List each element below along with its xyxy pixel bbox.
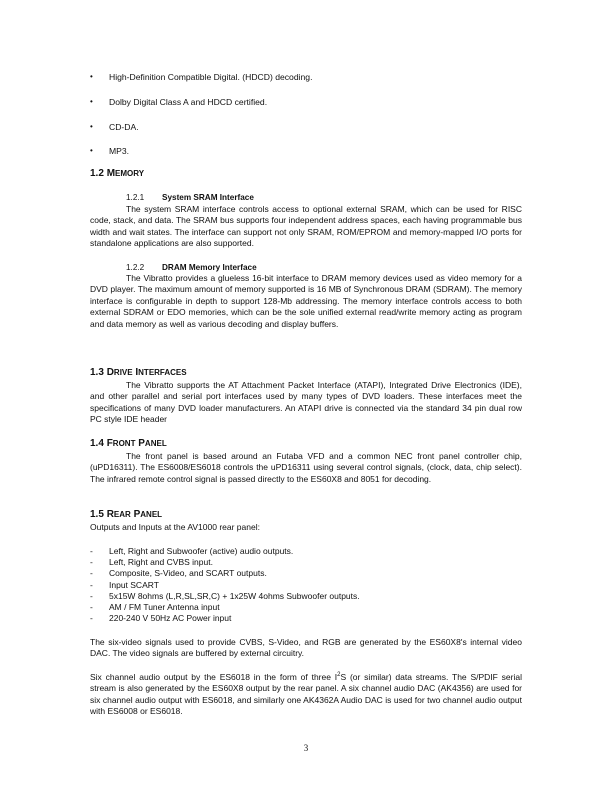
section-heading-memory — [90, 168, 144, 180]
paragraph-video-signals — [90, 637, 522, 660]
list-item-text: Left, Right and CVBS input. — [109, 557, 213, 568]
paragraph-text: The Vibratto supports the AT Attachment Packet Interface (ATAPI), Integrated Drive Electronics (IDE), and other parallel and serial port interfaces used by many types of DVD loaders. These interfaces meet the specifications of many DVD loader manufacturers. An ATAPI drive is connected via the standard 34 pin dual row PC style IDE header — [90, 380, 522, 425]
heading-initial: P — [138, 438, 145, 449]
section-number: 1.2 — [90, 168, 104, 179]
subsection-title: DRAM Memory Interface — [162, 263, 257, 272]
dash-mark: - — [90, 546, 93, 556]
list-item — [90, 613, 522, 624]
paragraph-dram — [90, 273, 522, 330]
heading-rest: EMORY — [115, 169, 145, 178]
section-number: 1.5 — [90, 509, 104, 520]
paragraph-drive-interfaces — [90, 380, 522, 426]
list-item-text: AM / FM Tuner Antenna input — [109, 601, 220, 612]
dash-mark: - — [90, 613, 93, 624]
list-item-text: 220-240 V 50Hz AC Power input — [109, 613, 232, 624]
paragraph-text: The front panel is based around an Futaba VFD and a common NEC front panel controller chip, (uPD16311). The ES6008/ES6018 controls the uPD16311 using several control signals, (clock, data, chip select). The infrared remote control signal is passed directly to the ES60X8 and 8051 for decoding. — [90, 451, 522, 484]
list-item — [90, 602, 522, 613]
list-item — [90, 568, 522, 579]
paragraph-text: The system SRAM interface controls access to optional external SRAM, which can be used for RISC code, stack, and data. The SRAM bus supports four independent address spaces, each having programmable bus width and wait states. The interface can support not only SRAM, ROM/EPROM and memory-mapped I/O ports for standalone applications are also supported. — [90, 204, 522, 249]
rear-panel-list — [90, 546, 522, 624]
section-heading-rear-panel — [90, 509, 162, 521]
paragraph-rear-panel-intro — [90, 522, 522, 533]
heading-rest: NTERFACES — [138, 368, 187, 377]
bullet-mark: • — [90, 97, 93, 106]
heading-rest: RONT — [112, 439, 136, 448]
section-number: 1.4 — [90, 438, 104, 449]
list-item-text: Left, Right and Subwoofer (active) audio outputs. — [109, 546, 294, 556]
paragraph-text: Outputs and Inputs at the AV1000 rear panel: — [90, 522, 260, 532]
subsection-number: 1.2.2 — [126, 263, 145, 272]
bullet-text: Dolby Digital Class A and HDCD certified. — [109, 97, 268, 107]
heading-rest: EAR — [113, 510, 131, 519]
dash-mark: - — [90, 601, 93, 612]
paragraph-text: The Vibratto provides a glueless 16-bit interface to DRAM memory devices used as video memory for a DVD player. The maximum amount of memory supported is 16 MB of Synchronous DRAM (SDRAM). The memory interface is configurable in depth to support 128-Mb addressing. The memory interface controls access to both external SDRAM or EDO memories, which can be the sole unified external read/write memory acting as program and data memory as well as various decoding and display buffers. — [90, 273, 522, 329]
bullet-mark: • — [90, 72, 93, 81]
dash-mark: - — [90, 568, 93, 579]
heading-initial: M — [106, 168, 116, 179]
heading-rest: RIVE — [113, 368, 133, 377]
dash-mark: - — [90, 579, 93, 590]
subsection-title: System SRAM Interface — [162, 193, 254, 202]
paragraph-text-start: Six channel audio output by the ES6018 in the form of three I — [90, 672, 338, 682]
section-heading-drive-interfaces — [90, 367, 187, 379]
heading-rest: ANEL — [140, 510, 163, 519]
dash-mark: - — [90, 557, 93, 568]
page-number: 3 — [303, 743, 309, 753]
bullet-mark: • — [90, 122, 93, 131]
paragraph-text: The six-video signals used to provide CVBS, S-Video, and RGB are generated by the ES60X8's internal video DAC. The video signals are buffered by external circuitry. — [90, 637, 522, 659]
subsection-heading-sram — [126, 192, 254, 204]
paragraph-front-panel — [90, 451, 522, 485]
list-item — [90, 591, 522, 602]
list-item-text: Composite, S-Video, and SCART outputs. — [109, 568, 267, 579]
bullet-text: MP3. — [109, 146, 130, 156]
bullet-text: High-Definition Compatible Digital. (HDCD) decoding. — [109, 72, 313, 82]
list-item-text: 5x15W 8ohms (L,R,SL,SR,C) + 1x25W 4ohms Subwoofer outputs. — [109, 590, 360, 601]
heading-rest: ANEL — [144, 439, 167, 448]
heading-initial: R — [106, 509, 114, 520]
bullet-mark: • — [90, 146, 93, 155]
list-item — [90, 557, 522, 568]
heading-initial: F — [106, 438, 113, 449]
list-item — [90, 580, 522, 591]
list-item-text: Input SCART — [109, 579, 159, 590]
paragraph-sram — [90, 204, 522, 250]
paragraph-audio-output — [90, 672, 522, 718]
heading-initial: P — [133, 509, 141, 520]
dash-mark: - — [90, 590, 93, 601]
superscript: 2 — [337, 672, 341, 679]
subsection-number: 1.2.1 — [126, 193, 145, 202]
paragraph-text-end: S (or similar) data streams. The S/PDIF serial stream is also generated by the ES60X8 output by the rear panel. A six channel audio DAC (AK4356) are used for six channel audio output with ES6018, and similarly one AK4362A Audio DAC is used for two channel audio output with ES6008 or ES6018. — [90, 672, 522, 717]
section-number: 1.3 — [90, 367, 104, 378]
heading-initial: D — [106, 367, 114, 378]
section-heading-front-panel — [90, 438, 167, 450]
heading-initial: I — [135, 367, 139, 378]
list-item — [90, 546, 522, 557]
bullet-text: CD-DA. — [109, 122, 139, 132]
